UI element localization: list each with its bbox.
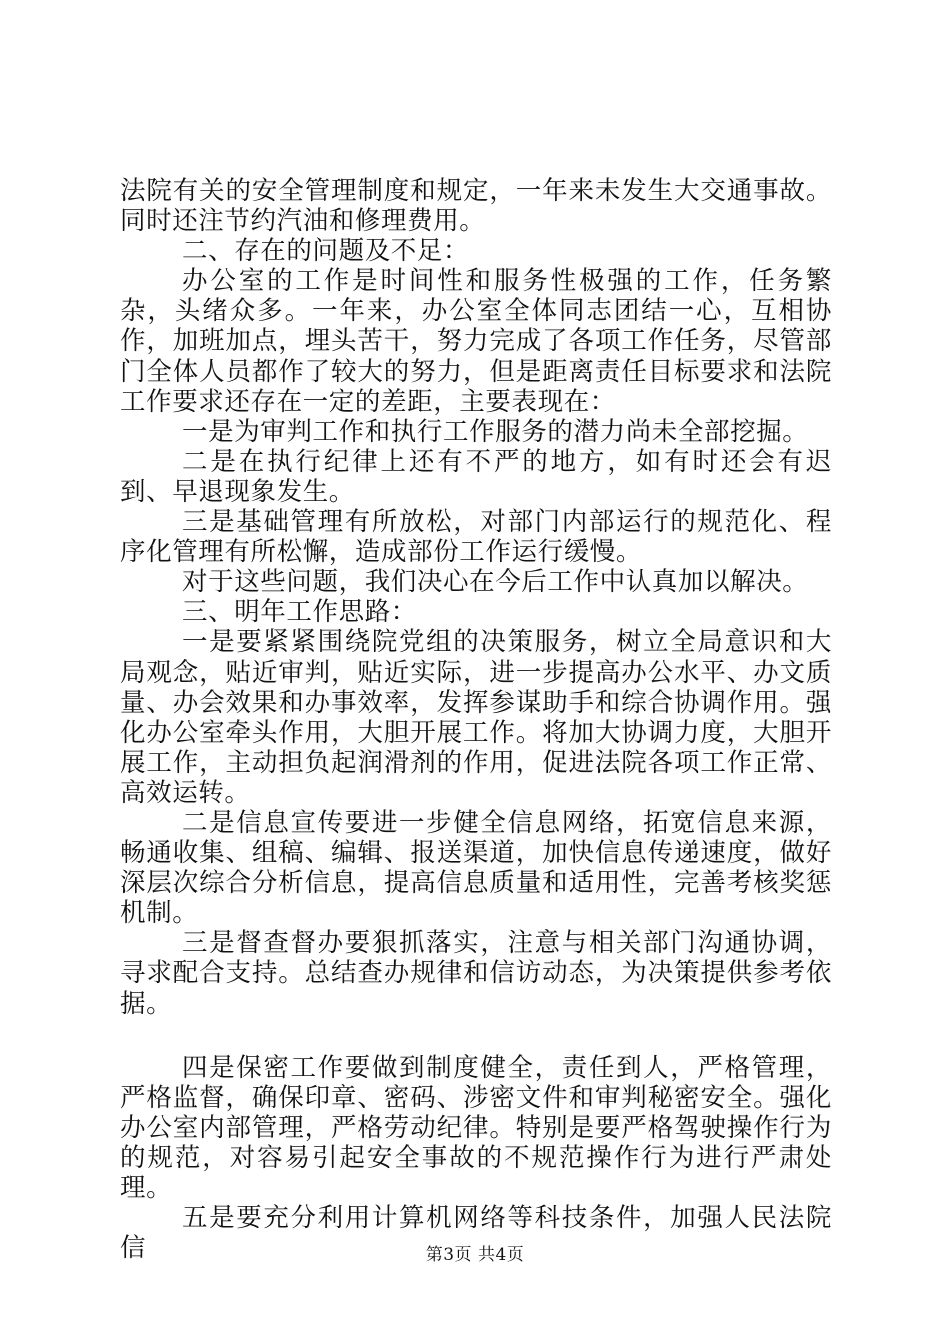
paragraph-problem-2: 二是在执行纪律上还有不严的地方，如有时还会有迟到、早退现象发生。 <box>120 446 832 507</box>
paragraph-plan-5: 五是要充分利用计算机网络等科技条件，加强人民法院信 <box>120 1203 832 1264</box>
paragraph-plan-3: 三是督查督办要狠抓落实，注意与相关部门沟通协调，寻求配合支持。总结查办规律和信访动态，为决策提供参考依据。 <box>120 928 832 1019</box>
paragraph-problem-1: 一是为审判工作和执行工作服务的潜力尚未全部挖掘。 <box>182 416 809 447</box>
paragraph-plan-1: 一是要紧紧围绕院党组的决策服务，树立全局意识和大局观念，贴近审判，贴近实际，进一步提高办公水平、办文质量、办会效果和办事效率，发挥参谋助手和综合协调作用。强化办公室牵头作用，大胆开展工作。将加大协调力度，大胆开展工作，主动担负起润滑剂的作用，促进法院各项工作正常、高效运转。 <box>120 627 832 808</box>
paragraph-continuation: 法院有关的安全管理制度和规定，一年来未发生大交通事故。同时还注节约汽油和修理费用。 <box>120 176 832 237</box>
paragraph-problem-3: 三是基础管理有所放松，对部门内部运行的规范化、程序化管理有所松懈，造成部份工作运行缓慢。 <box>120 507 832 568</box>
paragraph-gap <box>120 1019 832 1053</box>
paragraph-resolve: 对于这些问题，我们决心在今后工作中认真加以解决。 <box>182 567 809 598</box>
paragraph-plan-4: 四是保密工作要做到制度健全，责任到人，严格管理，严格监督，确保印章、密码、涉密文件和审判秘密安全。强化办公室内部管理，严格劳动纪律。特别是要严格驾驶操作行为的规范，对容易引起安全事故的不规范操作行为进行严肃处理。 <box>120 1052 832 1203</box>
document-body <box>120 176 832 1263</box>
paragraph-plan-2: 二是信息宣传要进一步健全信息网络，拓宽信息来源，畅通收集、组稿、编辑、报送渠道，加快信息传递速度，做好深层次综合分析信息，提高信息质量和适用性，完善考核奖惩机制。 <box>120 807 832 929</box>
paragraph-office-work: 办公室的工作是时间性和服务性极强的工作，任务繁杂，头绪众多。一年来，办公室全体同志团结一心，互相协作，加班加点，埋头苦干，努力完成了各项工作任务，尽管部门全体人员都作了较大的努力，但是距离责任目标要求和法院工作要求还存在一定的差距，主要表现在： <box>120 266 832 417</box>
section-heading-plan: 三、明年工作思路： <box>182 597 417 628</box>
page-number-footer: 第3页 共4页 <box>425 1245 525 1265</box>
section-heading-problems: 二、存在的问题及不足： <box>182 236 470 267</box>
